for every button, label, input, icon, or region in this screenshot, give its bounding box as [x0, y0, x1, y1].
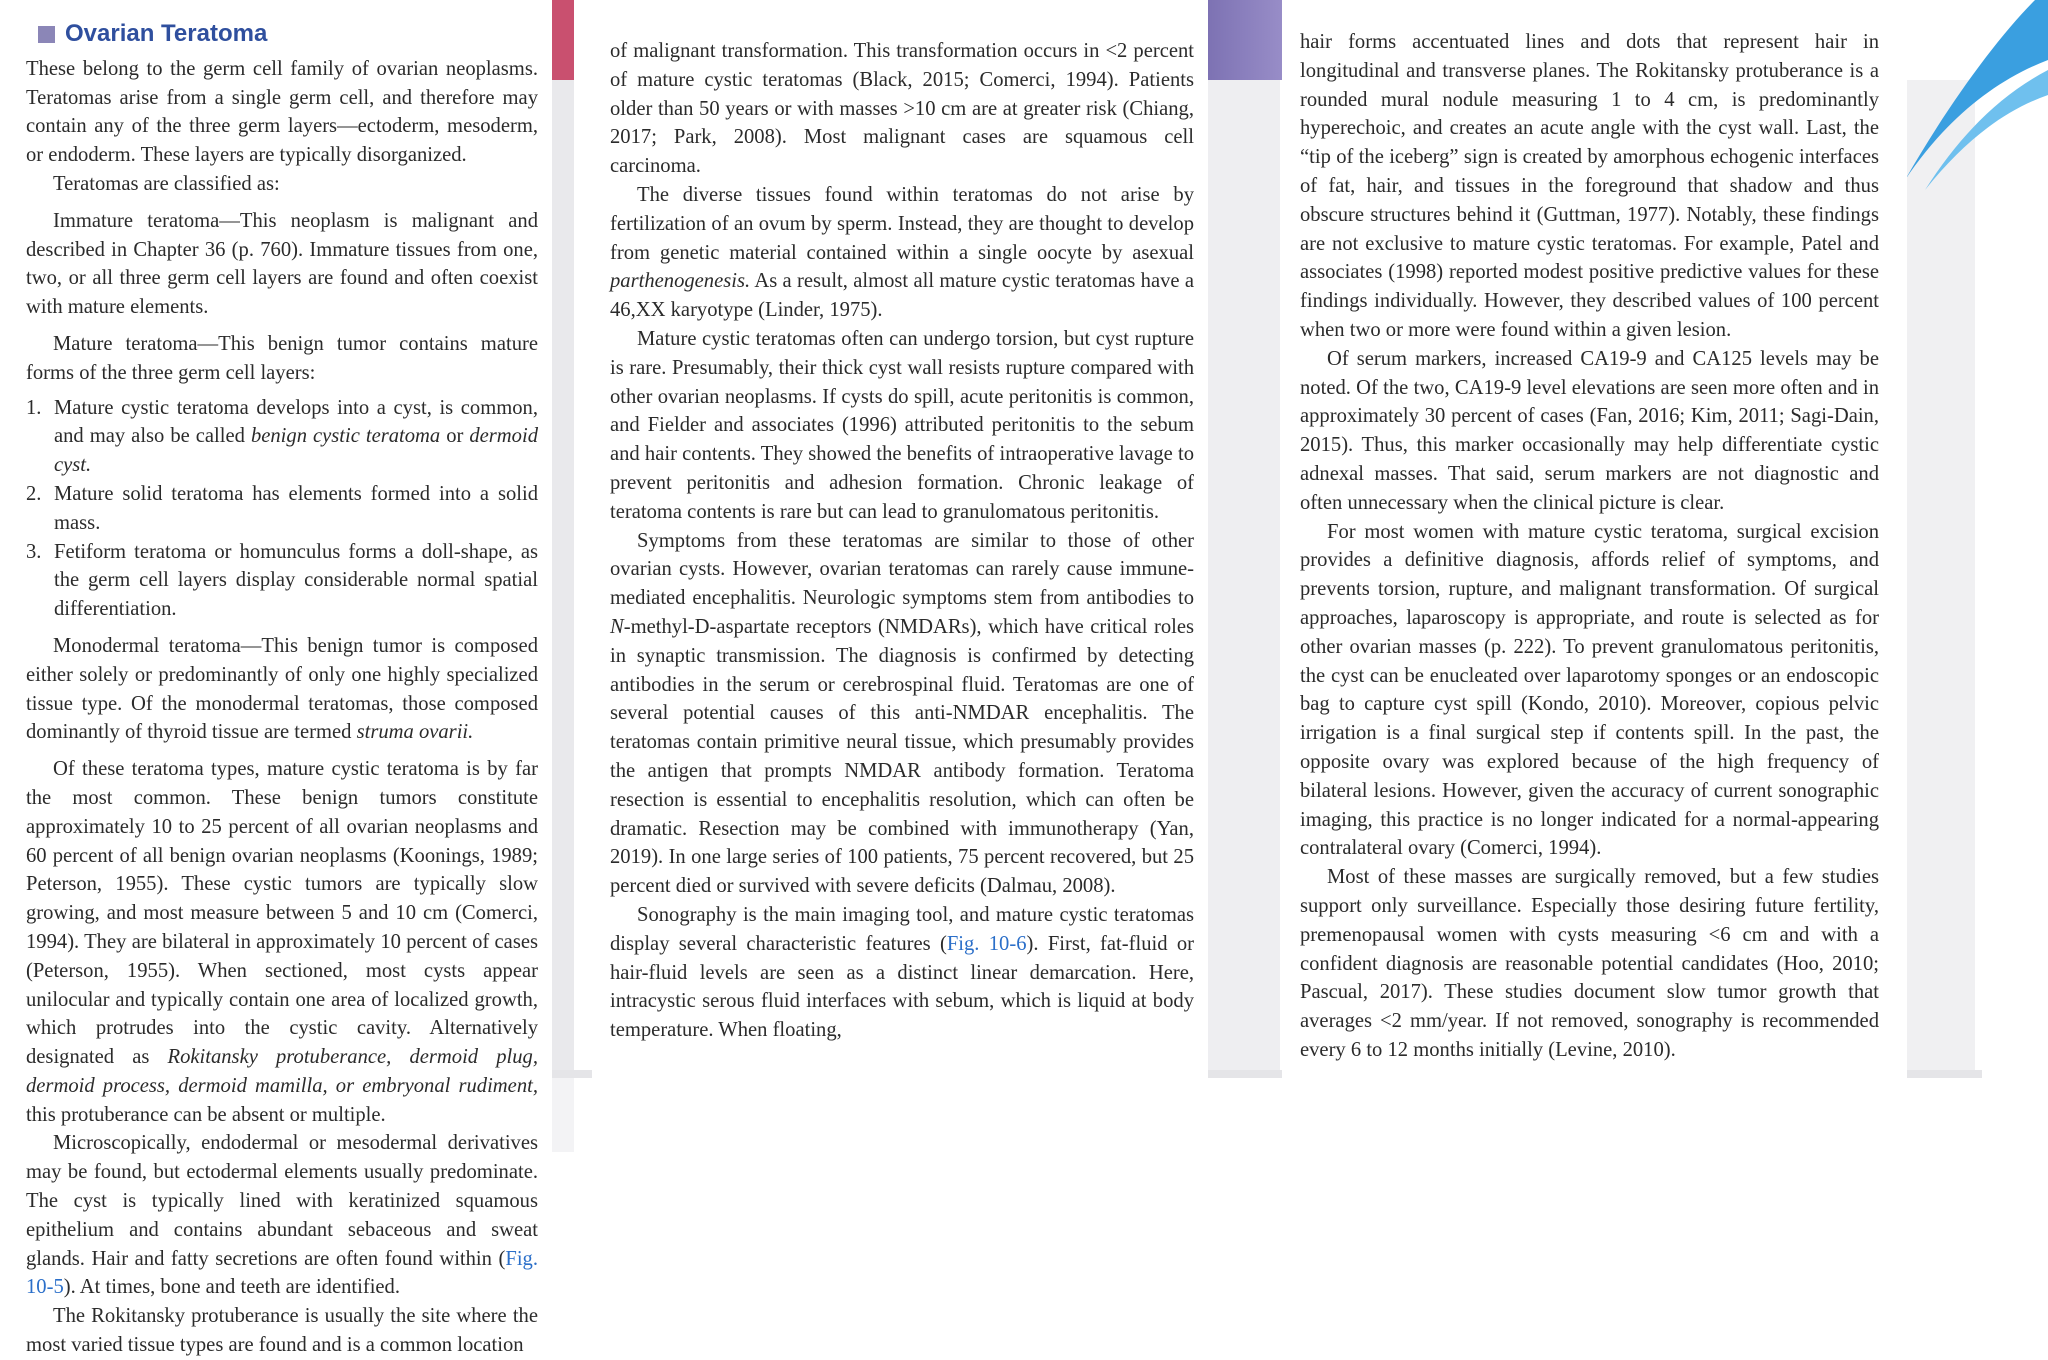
- left-text-column: [12, 0, 552, 1357]
- paragraph: For most women with mature cystic teratoma, surgical excision provides a definitive diagnosis, affords relief of symptoms, and prevents torsion, rupture, and malignant transformation. Of surgical approaches, laparoscopy is appropriate, and route is selected as for other ovarian masses (p. 222). To prevent granulomatous peritonitis, the cyst can be enucleated over laparotomy sponges or an endoscopic bag to capture cyst spill (Kondo, 2010). Moreover, copious pelvic irrigation is a final surgical step if contents spill. In the past, the opposite ovary was explored because of the high frequency of bilateral lesions. However, given the accuracy of current sonographic imaging, this practice is no longer indicated for a normal-appearing contralateral ovary (Comerci, 1994).: [1300, 520, 1879, 860]
- section-heading: [26, 20, 538, 49]
- gutter-shadow-left-bottom: [552, 1070, 574, 1152]
- list-number: 2.: [26, 482, 42, 505]
- paragraph: Symptoms from these teratomas are similar to those of other ovarian cysts. However, ovarian teratomas can rarely cause immune-mediated encephalitis. Neurologic symptoms stem from antibodies to N-methyl-D-aspartate receptors (NMDARs), which have critical roles in synaptic transmission. The diagnosis is confirmed by detecting antibodies in the serum or cerebrospinal fluid. Teratomas are one of several potential causes of this anti-NMDAR encephalitis. The teratomas contain primitive neural tissue, which presumably provides the antigen that prompts NMDAR antibody formation. Teratoma resection is essential to encephalitis resolution, which can often be dramatic. Resection may be combined with immunotherapy (Yan, 2019). In one large series of 100 patients, 75 percent recovered, but 25 percent died or survived with severe deficits (Dalmau, 2008).: [610, 529, 1194, 898]
- purple-accent-block: [1208, 0, 1288, 80]
- paragraph: hair forms accentuated lines and dots that represent hair in longitudinal and transverse planes. The Rokitansky protuberance is a rounded mural nodule measuring 1 to 4 cm, is predominantly hyperechoic, and creates an acute angle with the cyst wall. Last, the “tip of the iceberg” sign is created by amorphous echogenic interfaces of fat, hair, and tissues in the foreground that shadow and thus obscure structures behind it (Guttman, 1977). Notably, these findings are not exclusive to mature cystic teratomas. For example, Patel and associates (1998) reported modest positive predictive values for these findings individually. However, they described values of 100 percent when two or more were found within a given lesion.: [1300, 31, 1879, 341]
- list-number: 3.: [26, 540, 42, 563]
- paragraph: Immature teratoma—This neoplasm is malignant and described in Chapter 36 (p. 760). Immature tissues from one, two, or all three germ cell layers are found and often coexist with mature elements.: [26, 209, 538, 319]
- figure-link[interactable]: Fig. 10-6: [946, 932, 1027, 955]
- paragraph: The diverse tissues found within teratomas do not arise by fertilization of an ovum by sperm. Instead, they are thought to develop from genetic material contained within a single oocyte by asexual parthenogenesis. As a result, almost all mature cystic teratomas have a 46,XX karyotype (Linder, 1975).: [610, 183, 1194, 322]
- middle-text-column: [592, 0, 1208, 1152]
- blue-swoosh-decoration: [1885, 0, 2048, 200]
- list-number: 1.: [26, 396, 42, 419]
- figure-link[interactable]: Fig. 10-5: [26, 1247, 538, 1299]
- heading-text: Ovarian Teratoma: [65, 20, 268, 47]
- right-edge-shadow: [1905, 80, 1975, 1070]
- paragraph: These belong to the germ cell family of ovarian neoplasms. Teratomas arise from a single germ cell, and therefore may contain any of the three germ layers—ectoderm, mesoderm, or endoderm. These layers are typically disorganized.: [26, 57, 538, 167]
- paragraph: Microscopically, endodermal or mesodermal derivatives may be found, but ectodermal elements usually predominate. The cyst is typically lined with keratinized squamous epithelium and contains abundant sebaceous and sweat glands. Hair and fatty secretions are often found within (Fig. 10-5). At times, bone and teeth are identified.: [26, 1132, 538, 1299]
- paragraph: The Rokitansky protuberance is usually the site where the most varied tissue types are found and is a common location: [26, 1305, 538, 1357]
- paragraph: Of these teratoma types, mature cystic teratoma is by far the most common. These benign tumors constitute approximately 10 to 25 percent of all ovarian neoplasms and 60 percent of all benign ovarian neoplasms (Koonings, 1989; Peterson, 1955). These cystic tumors are typically slow growing, and most measure between 5 and 10 cm (Comerci, 1994). They are bilateral in approximately 10 percent of cases (Peterson, 1955). When sectioned, most cysts appear unilocular and typically contain one area of localized growth, which protrudes into the cystic cavity. Alternatively designated as Rokitansky protuberance, dermoid plug, dermoid process, dermoid mamilla, or embryonal rudiment, this protuberance can be absent or multiple.: [26, 758, 538, 1126]
- right-text-column: [1282, 0, 1907, 1152]
- paragraph: Monodermal teratoma—This benign tumor is composed either solely or predominantly of only one highly specialized tissue type. Of the monodermal teratomas, those composed dominantly of thyroid tissue are termed struma ovarii.: [26, 634, 538, 744]
- gutter-shadow-left: [552, 80, 574, 1070]
- list-item: 2. Mature solid teratoma has elements formed into a solid mass.: [26, 480, 538, 538]
- paragraph: of malignant transformation. This transformation occurs in <2 percent of mature cystic teratomas (Black, 2015; Comerci, 1994). Patients older than 50 years or with masses >10 cm are at greater risk (Chiang, 2017; Park, 2008). Most malignant cases are squamous cell carcinoma.: [610, 40, 1194, 178]
- paragraph: Mature teratoma—This benign tumor contains mature forms of the three germ cell layers:: [26, 332, 538, 384]
- pink-accent-bar: [552, 0, 574, 80]
- paragraph: Sonography is the main imaging tool, and mature cystic teratomas display several characteristic features (Fig. 10-6). First, fat-fluid or hair-fluid levels are seen as a distinct linear demarcation. Here, intracystic serous fluid interfaces with sebum, which is liquid at body temperature. When floating,: [610, 903, 1194, 1042]
- list-item: 3. Fetiform teratoma or homunculus forms a doll-shape, as the germ cell layers display considerable normal spatial differentiation.: [26, 538, 538, 624]
- paragraph: Of serum markers, increased CA19-9 and CA125 levels may be noted. Of the two, CA19-9 level elevations are seen more often and in approximately 30 percent of cases (Fan, 2016; Kim, 2011; Sagi-Dain, 2015). Thus, this marker occasionally may help differentiate cystic adnexal masses. That said, serum markers are not diagnostic and often unnecessary when the clinical picture is clear.: [1300, 347, 1879, 514]
- gutter-shadow-right: [1208, 80, 1280, 1070]
- teratoma-type-list: [26, 394, 538, 624]
- paragraph: Mature cystic teratomas often can undergo torsion, but cyst rupture is rare. Presumably, their thick cyst wall resists rupture compared with other ovarian neoplasms. If cysts do spill, acute peritonitis is common, and Fielder and associates (1996) attributed peritonitis to the sebum and hair contents. They showed the benefits of intraoperative lavage to prevent peritonitis and adhesion formation. Chronic leakage of teratoma contents is rare but can lead to granulomatous peritonitis.: [610, 327, 1194, 523]
- list-item: 1. Mature cystic teratoma develops into a cyst, is common, and may also be called benign cystic teratoma or dermoid cyst.: [26, 394, 538, 480]
- paragraph: Most of these masses are surgically removed, but a few studies support only surveillance. Especially those desiring future fertility, premenopausal women with cysts measuring <6 cm and with a confident diagnosis are reasonable potential candidates (Hoo, 2010; Pascual, 2017). These studies document slow tumor growth that averages <2 mm/year. If not removed, sonography is recommended every 6 to 12 months initially (Levine, 2010).: [1300, 866, 1879, 1061]
- paragraph: Teratomas are classified as:: [53, 172, 280, 195]
- heading-square-icon: [38, 26, 55, 43]
